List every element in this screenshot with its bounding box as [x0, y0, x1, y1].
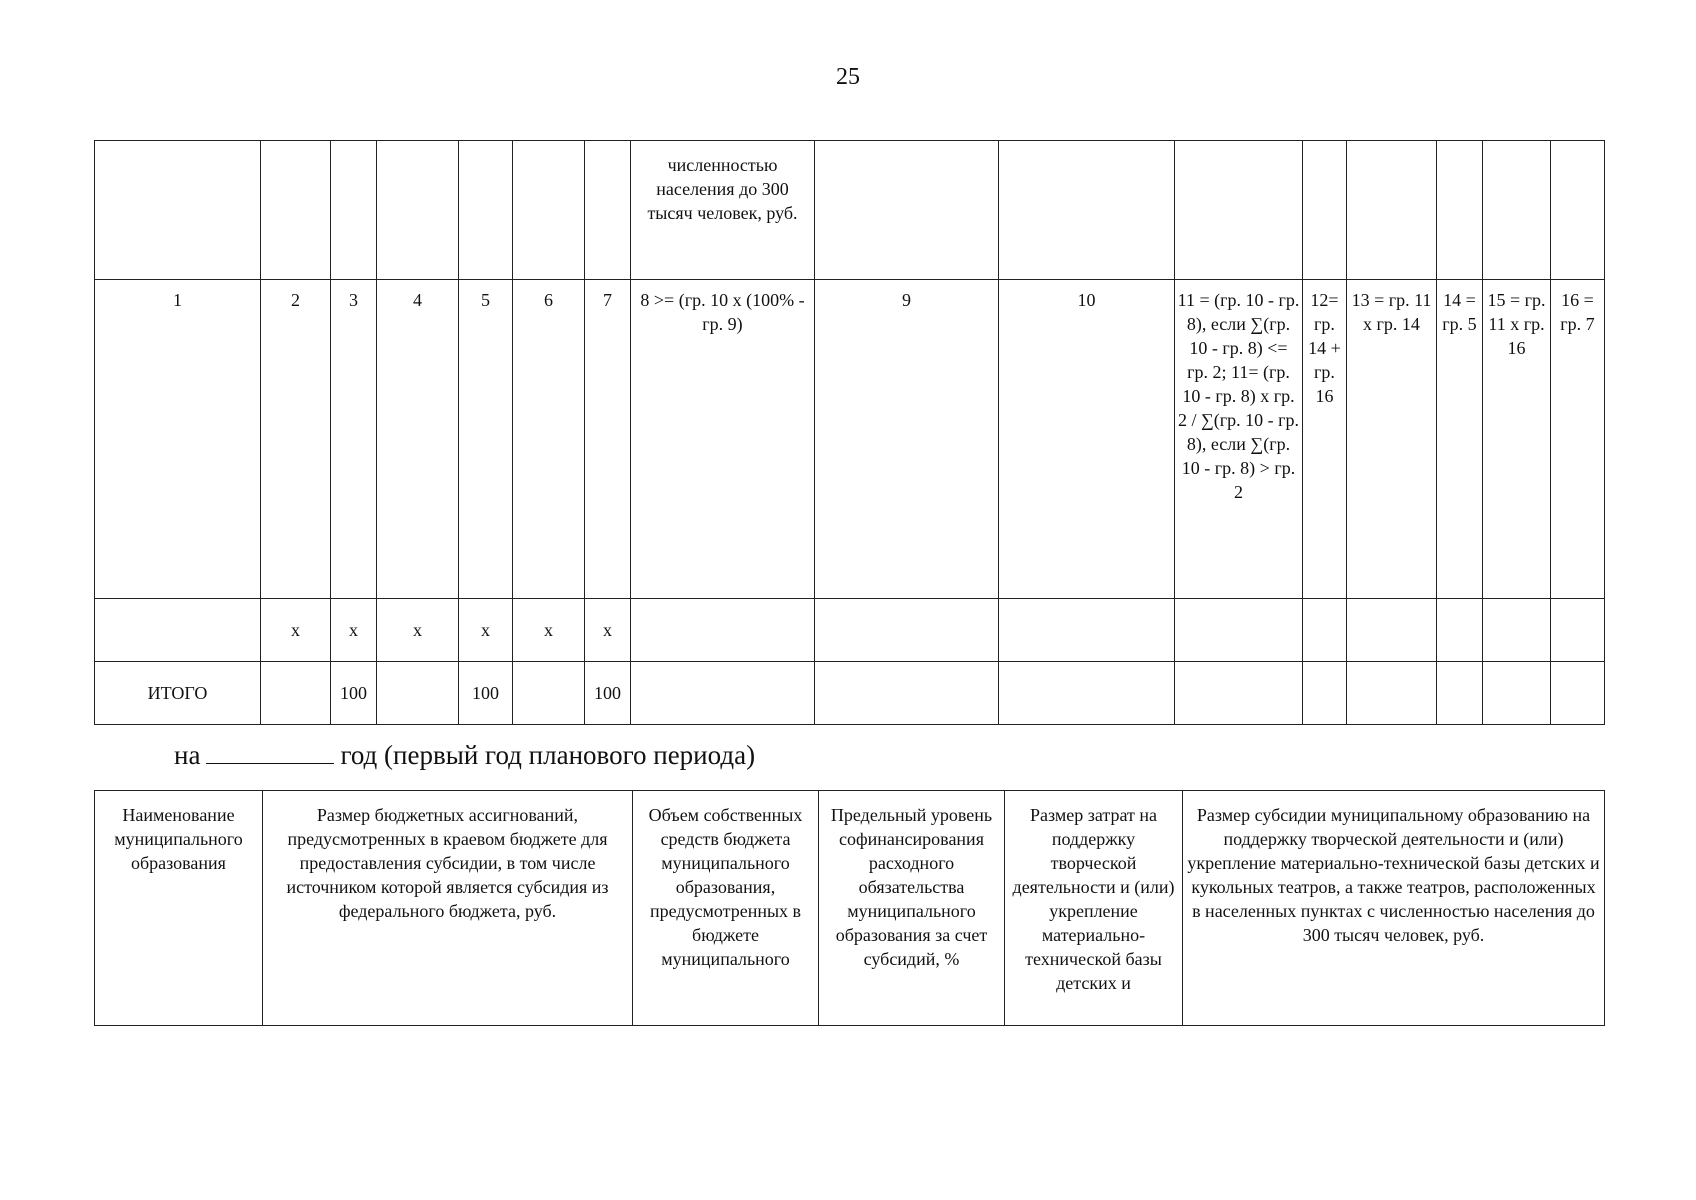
header-costs: Размер затрат на поддержку творческой деятельности и (или) укрепление материально-технической базы детских и	[1005, 791, 1183, 1026]
cell	[1303, 662, 1347, 725]
cell	[631, 599, 815, 662]
cell	[999, 599, 1175, 662]
col-number-2: 2	[261, 280, 331, 599]
cell	[1347, 662, 1437, 725]
cell	[1437, 599, 1483, 662]
cell	[95, 141, 261, 280]
page-number: 25	[836, 64, 860, 90]
cell	[815, 662, 999, 725]
cell	[513, 662, 585, 725]
cell	[1303, 141, 1347, 280]
period-prefix: на	[174, 740, 201, 770]
cell	[1175, 599, 1303, 662]
col-number-3: 3	[331, 280, 377, 599]
period-heading	[174, 740, 755, 771]
col-number-16: 16 = гр. 7	[1551, 280, 1605, 599]
table-row	[95, 599, 1605, 662]
cell	[1551, 662, 1605, 725]
table-top-header-row	[95, 141, 1605, 280]
col-number-10: 10	[999, 280, 1175, 599]
header-own-funds: Объем собственных средств бюджета муниципального образования, предусмотренных в бюджете муниципального	[633, 791, 819, 1026]
x-mark: x	[331, 599, 377, 662]
cell	[1175, 141, 1303, 280]
cell	[261, 662, 331, 725]
col-number-14: 14 = гр. 5	[1437, 280, 1483, 599]
x-mark: x	[261, 599, 331, 662]
cell	[1551, 599, 1605, 662]
header-cell-col8: численностью населения до 300 тысяч человек, руб.	[631, 141, 815, 280]
col-number-1: 1	[95, 280, 261, 599]
cell	[999, 141, 1175, 280]
cell	[1437, 141, 1483, 280]
cell	[815, 141, 999, 280]
header-budget-allocations: Размер бюджетных ассигнований, предусмотренных в краевом бюджете для предоставления субсидии, в том числе источником которой является субсидия из федерального бюджета, руб.	[263, 791, 633, 1026]
x-mark: x	[585, 599, 631, 662]
total-value-col5: 100	[459, 662, 513, 725]
col-number-6: 6	[513, 280, 585, 599]
cell	[331, 141, 377, 280]
cell	[1347, 141, 1437, 280]
col-number-7: 7	[585, 280, 631, 599]
cell	[377, 662, 459, 725]
total-label: ИТОГО	[95, 662, 261, 725]
table-bottom	[94, 790, 1605, 1026]
cell	[1483, 662, 1551, 725]
x-mark: x	[513, 599, 585, 662]
column-number-row	[95, 280, 1605, 599]
x-mark: x	[459, 599, 513, 662]
col-number-13: 13 = гр. 11 x гр. 14	[1347, 280, 1437, 599]
header-subsidy-size: Размер субсидии муниципальному образованию на поддержку творческой деятельности и (или) укрепление материально-технической базы детских и кукольных театров, а также театров, расположенных в населенных пунктах с численностью населения до 300 тысяч человек, руб.	[1183, 791, 1605, 1026]
col-number-12: 12= гр. 14 + гр. 16	[1303, 280, 1347, 599]
cell	[1175, 662, 1303, 725]
cell	[1483, 141, 1551, 280]
header-municipality: Наименование муниципального образования	[95, 791, 263, 1026]
total-value-col3: 100	[331, 662, 377, 725]
period-suffix: год (первый год планового периода)	[340, 740, 756, 770]
total-value-col7: 100	[585, 662, 631, 725]
table-bottom-header-row	[95, 791, 1605, 1026]
col-number-15: 15 = гр. 11 x гр. 16	[1483, 280, 1551, 599]
cell	[999, 662, 1175, 725]
col-number-4: 4	[377, 280, 459, 599]
total-row	[95, 662, 1605, 725]
cell	[1303, 599, 1347, 662]
col-number-9: 9	[815, 280, 999, 599]
header-cofinancing-level: Предельный уровень софинансирования расходного обязательства муниципального образования за счет субсидий, %	[819, 791, 1005, 1026]
cell	[631, 662, 815, 725]
cell	[1347, 599, 1437, 662]
cell	[1551, 141, 1605, 280]
cell	[815, 599, 999, 662]
table-top	[94, 140, 1605, 725]
cell	[1483, 599, 1551, 662]
col-number-8: 8 >= (гр. 10 x (100% - гр. 9)	[631, 280, 815, 599]
col-number-11: 11 = (гр. 10 - гр. 8), если ∑(гр. 10 - гр. 8) <= гр. 2; 11= (гр. 10 - гр. 8) x гр. 2 / ∑(гр. 10 - гр. 8), если ∑(гр. 10 - гр. 8) > гр. 2	[1175, 280, 1303, 599]
cell	[377, 141, 459, 280]
cell	[1437, 662, 1483, 725]
cell	[585, 141, 631, 280]
cell	[459, 141, 513, 280]
x-mark: x	[377, 599, 459, 662]
year-blank-line	[206, 741, 334, 764]
cell	[513, 141, 585, 280]
cell	[95, 599, 261, 662]
col-number-5: 5	[459, 280, 513, 599]
cell	[261, 141, 331, 280]
